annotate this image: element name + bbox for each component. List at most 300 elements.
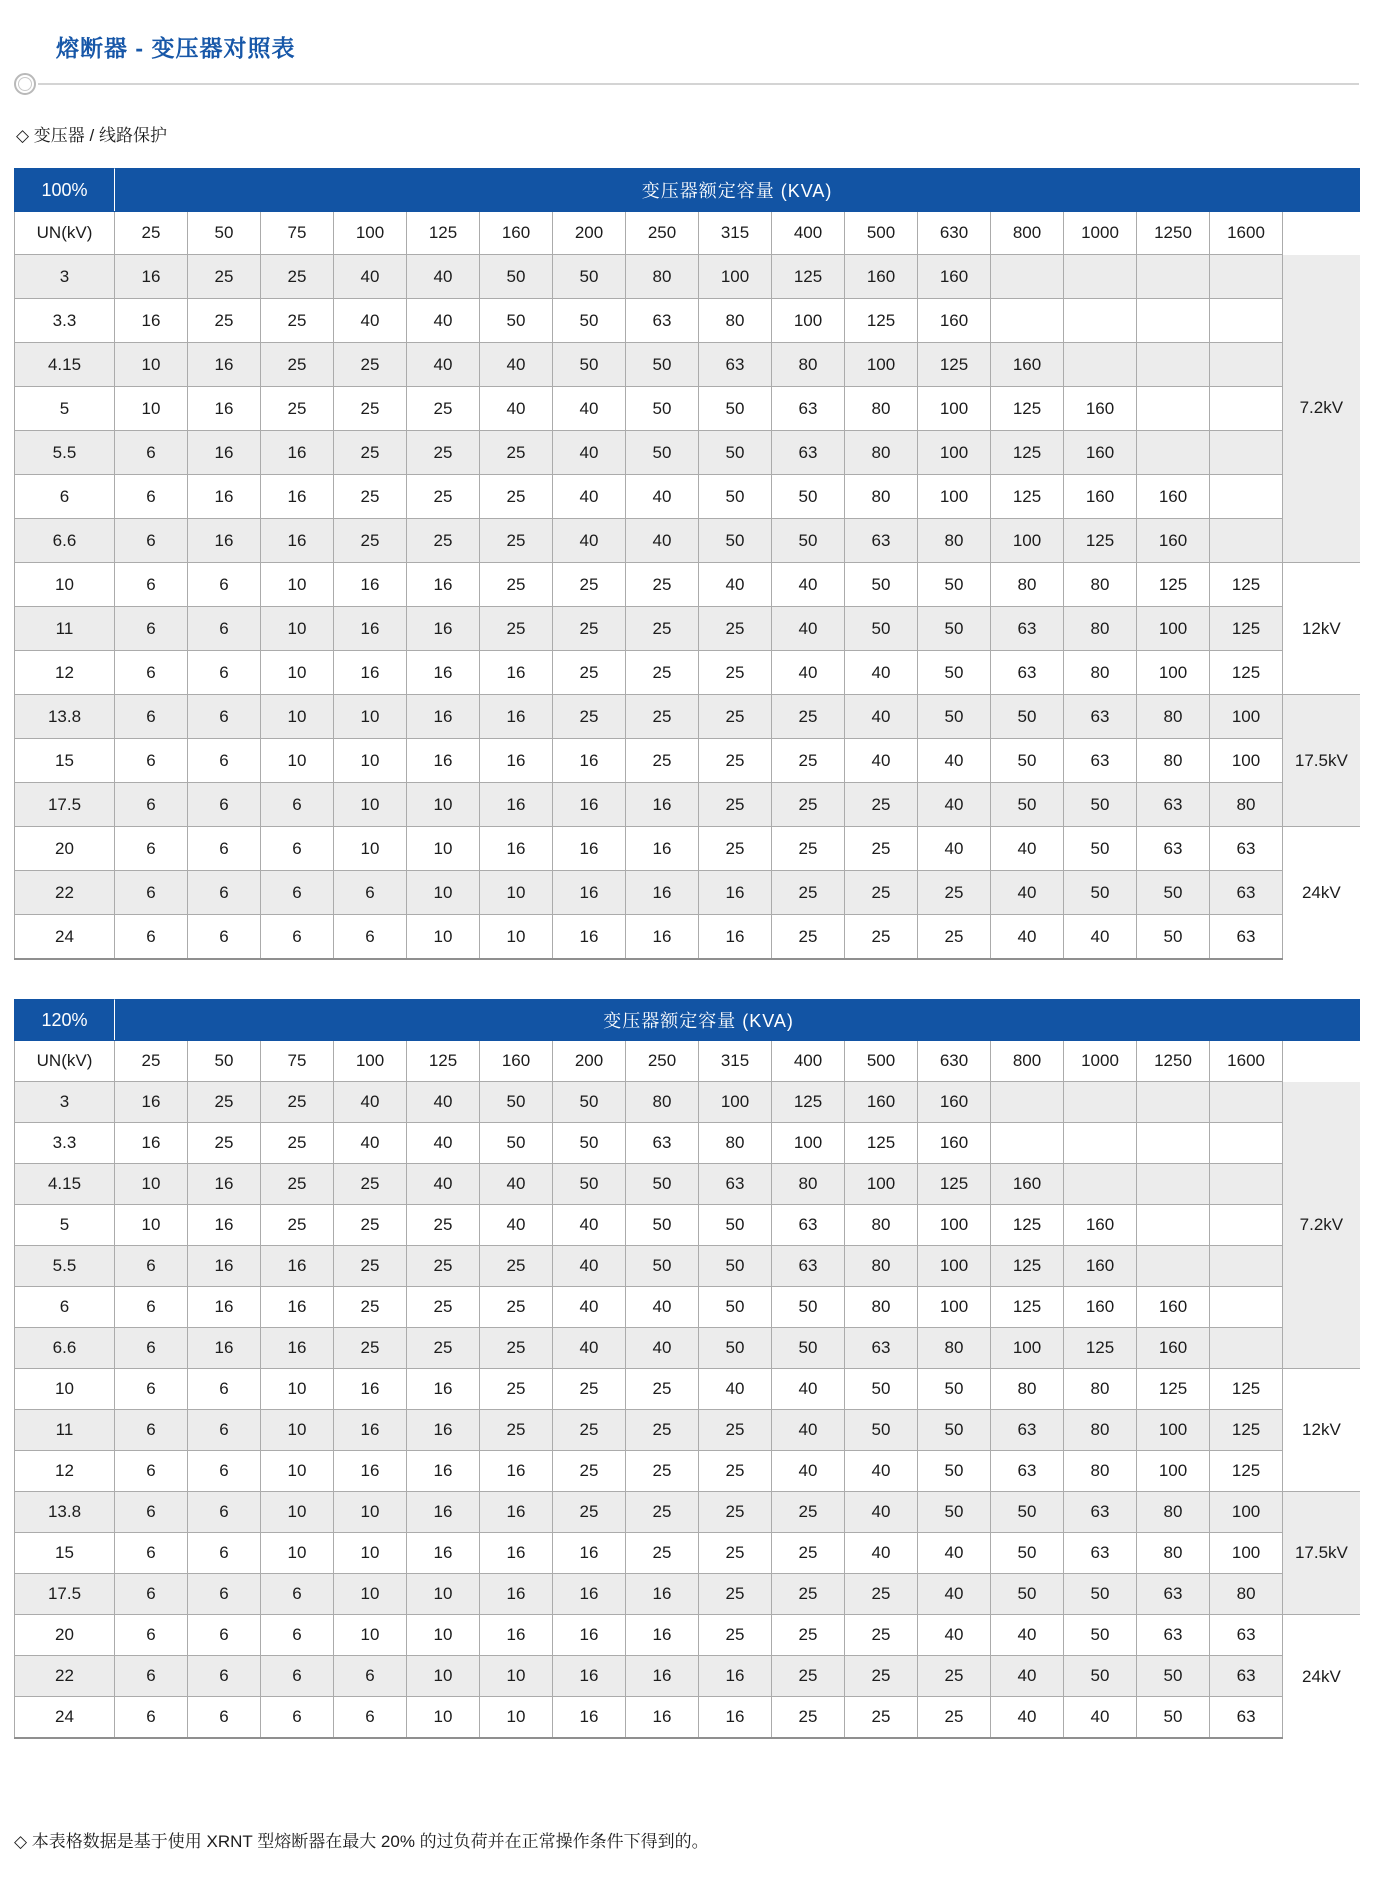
fuse-rating-value: 10: [261, 1533, 334, 1574]
fuse-rating-value: 6: [115, 607, 188, 651]
fuse-rating-value: 100: [1210, 1533, 1283, 1574]
fuse-rating-value: 10: [407, 915, 480, 960]
fuse-rating-value: 80: [626, 1082, 699, 1123]
fuse-rating-value: 63: [991, 1451, 1064, 1492]
fuse-rating-value: 25: [261, 387, 334, 431]
fuse-rating-value: 10: [115, 387, 188, 431]
fuse-rating-value: 10: [261, 1410, 334, 1451]
fuse-rating-value: 16: [115, 1123, 188, 1164]
fuse-rating-value: 16: [480, 1615, 553, 1656]
table-row: [15, 1246, 1360, 1287]
capacity-column-header: 800: [991, 1041, 1064, 1082]
fuse-rating-value: 125: [991, 475, 1064, 519]
capacity-column-header: 160: [480, 1041, 553, 1082]
fuse-rating-value: 6: [261, 871, 334, 915]
fuse-rating-value: 6: [261, 1615, 334, 1656]
fuse-rating-value: 160: [918, 1082, 991, 1123]
fuse-transformer-table-120%: [14, 999, 1360, 1739]
table-row: [15, 1492, 1360, 1533]
fuse-rating-value: 40: [553, 1328, 626, 1369]
table-row: [15, 475, 1360, 519]
un-kv-header: UN(kV): [15, 212, 115, 255]
fuse-rating-value: 125: [1137, 563, 1210, 607]
capacity-column-header: 315: [699, 1041, 772, 1082]
fuse-rating-value: 80: [845, 1287, 918, 1328]
fuse-rating-value: 25: [845, 871, 918, 915]
fuse-rating-value: 100: [699, 1082, 772, 1123]
fuse-rating-value: 25: [261, 1082, 334, 1123]
fuse-rating-value: 25: [845, 915, 918, 960]
fuse-rating-value: 40: [772, 607, 845, 651]
fuse-rating-value: 50: [553, 1164, 626, 1205]
fuse-rating-value: 25: [772, 783, 845, 827]
fuse-rating-value: 10: [407, 827, 480, 871]
fuse-rating-value: 63: [699, 343, 772, 387]
fuse-rating-value: 40: [991, 1615, 1064, 1656]
fuse-rating-value: 40: [480, 387, 553, 431]
fuse-rating-value: 63: [1210, 827, 1283, 871]
fuse-rating-value: 6: [115, 1369, 188, 1410]
voltage-group-label: 24kV: [1283, 827, 1360, 960]
fuse-rating-value: 50: [918, 563, 991, 607]
fuse-rating-value: 25: [261, 299, 334, 343]
un-kv-value: 15: [15, 739, 115, 783]
fuse-rating-empty: [1210, 1246, 1283, 1287]
fuse-rating-value: 160: [1137, 475, 1210, 519]
fuse-rating-value: 25: [699, 1615, 772, 1656]
fuse-rating-value: 125: [1210, 607, 1283, 651]
fuse-rating-value: 16: [480, 1574, 553, 1615]
fuse-rating-value: 25: [626, 563, 699, 607]
fuse-rating-value: 10: [261, 651, 334, 695]
fuse-rating-value: 25: [261, 1123, 334, 1164]
fuse-rating-value: 125: [918, 1164, 991, 1205]
fuse-rating-value: 10: [334, 827, 407, 871]
fuse-rating-value: 16: [188, 387, 261, 431]
fuse-rating-value: 63: [991, 1410, 1064, 1451]
fuse-rating-value: 160: [1064, 1246, 1137, 1287]
fuse-rating-value: 25: [188, 299, 261, 343]
fuse-rating-value: 10: [480, 1656, 553, 1697]
fuse-rating-value: 25: [480, 1287, 553, 1328]
fuse-rating-value: 50: [1064, 871, 1137, 915]
tables-container: [14, 168, 1359, 1739]
fuse-rating-value: 80: [845, 1205, 918, 1246]
fuse-rating-value: 25: [772, 915, 845, 960]
fuse-rating-value: 16: [626, 1574, 699, 1615]
fuse-rating-value: 16: [188, 1164, 261, 1205]
fuse-rating-value: 63: [772, 1246, 845, 1287]
fuse-rating-value: 50: [918, 1410, 991, 1451]
fuse-rating-value: 10: [334, 695, 407, 739]
fuse-rating-value: 25: [334, 519, 407, 563]
fuse-rating-value: 40: [553, 1246, 626, 1287]
fuse-rating-value: 25: [918, 1697, 991, 1739]
title-underline: [38, 83, 1359, 85]
fuse-rating-value: 6: [334, 1697, 407, 1739]
fuse-rating-value: 25: [334, 1287, 407, 1328]
fuse-rating-value: 16: [480, 783, 553, 827]
table-row: [15, 871, 1360, 915]
fuse-rating-value: 16: [115, 255, 188, 299]
un-kv-value: 20: [15, 827, 115, 871]
fuse-rating-value: 10: [334, 1615, 407, 1656]
fuse-rating-empty: [1137, 1205, 1210, 1246]
fuse-rating-value: 40: [407, 343, 480, 387]
fuse-rating-value: 160: [1137, 519, 1210, 563]
fuse-rating-value: 100: [918, 1246, 991, 1287]
fuse-rating-value: 10: [334, 783, 407, 827]
table-row: [15, 1123, 1360, 1164]
fuse-rating-value: 16: [480, 1451, 553, 1492]
fuse-rating-value: 160: [1064, 1205, 1137, 1246]
fuse-rating-value: 50: [699, 475, 772, 519]
fuse-rating-value: 25: [626, 607, 699, 651]
fuse-rating-value: 80: [845, 475, 918, 519]
fuse-rating-value: 25: [845, 783, 918, 827]
fuse-rating-value: 25: [480, 1410, 553, 1451]
fuse-rating-empty: [1137, 1082, 1210, 1123]
fuse-rating-value: 50: [1137, 871, 1210, 915]
fuse-rating-value: 63: [991, 607, 1064, 651]
fuse-rating-value: 125: [918, 343, 991, 387]
capacity-column-header: 200: [553, 1041, 626, 1082]
fuse-rating-value: 40: [772, 1451, 845, 1492]
fuse-rating-value: 25: [407, 1287, 480, 1328]
fuse-rating-value: 25: [334, 1205, 407, 1246]
fuse-rating-value: 10: [115, 343, 188, 387]
fuse-rating-value: 25: [407, 431, 480, 475]
fuse-rating-value: 16: [261, 1328, 334, 1369]
fuse-rating-value: 10: [261, 1451, 334, 1492]
fuse-rating-value: 80: [1064, 563, 1137, 607]
fuse-rating-value: 40: [626, 1287, 699, 1328]
fuse-rating-value: 25: [626, 695, 699, 739]
fuse-rating-value: 160: [1064, 431, 1137, 475]
fuse-rating-value: 16: [407, 1533, 480, 1574]
fuse-rating-value: 50: [699, 519, 772, 563]
fuse-rating-value: 25: [407, 519, 480, 563]
fuse-rating-value: 63: [1137, 1615, 1210, 1656]
fuse-rating-value: 6: [334, 1656, 407, 1697]
fuse-rating-value: 25: [334, 1246, 407, 1287]
fuse-rating-value: 40: [1064, 1697, 1137, 1739]
fuse-rating-value: 50: [480, 299, 553, 343]
fuse-rating-empty: [1064, 1082, 1137, 1123]
fuse-rating-value: 160: [1137, 1328, 1210, 1369]
fuse-rating-value: 25: [845, 1656, 918, 1697]
fuse-rating-value: 16: [553, 827, 626, 871]
fuse-rating-value: 25: [699, 1533, 772, 1574]
fuse-rating-value: 6: [115, 1287, 188, 1328]
fuse-rating-value: 6: [115, 1492, 188, 1533]
fuse-rating-value: 16: [480, 739, 553, 783]
fuse-rating-value: 25: [772, 1697, 845, 1739]
fuse-rating-value: 125: [991, 1287, 1064, 1328]
fuse-rating-value: 6: [115, 1451, 188, 1492]
fuse-rating-value: 16: [334, 563, 407, 607]
fuse-rating-value: 63: [1064, 695, 1137, 739]
fuse-rating-value: 16: [188, 1205, 261, 1246]
un-kv-value: 3.3: [15, 1123, 115, 1164]
fuse-rating-value: 50: [1137, 915, 1210, 960]
fuse-rating-value: 80: [845, 387, 918, 431]
capacity-column-header: 200: [553, 212, 626, 255]
fuse-rating-value: 10: [480, 871, 553, 915]
fuse-rating-empty: [1210, 1082, 1283, 1123]
fuse-rating-value: 40: [845, 695, 918, 739]
fuse-rating-value: 80: [1137, 695, 1210, 739]
fuse-rating-value: 50: [845, 1410, 918, 1451]
fuse-rating-value: 6: [115, 1533, 188, 1574]
fuse-rating-value: 100: [772, 1123, 845, 1164]
fuse-rating-value: 63: [845, 1328, 918, 1369]
fuse-rating-value: 100: [991, 519, 1064, 563]
fuse-rating-value: 80: [772, 343, 845, 387]
fuse-rating-value: 40: [991, 1697, 1064, 1739]
fuse-rating-value: 6: [115, 651, 188, 695]
fuse-rating-value: 100: [918, 475, 991, 519]
fuse-rating-value: 16: [480, 1533, 553, 1574]
fuse-rating-value: 40: [772, 563, 845, 607]
fuse-rating-value: 100: [845, 343, 918, 387]
fuse-rating-value: 6: [188, 1410, 261, 1451]
fuse-rating-value: 16: [553, 1574, 626, 1615]
fuse-rating-value: 6: [115, 915, 188, 960]
un-kv-value: 17.5: [15, 783, 115, 827]
fuse-rating-value: 25: [699, 1410, 772, 1451]
fuse-rating-value: 25: [699, 739, 772, 783]
table-row: [15, 563, 1360, 607]
fuse-rating-value: 80: [772, 1164, 845, 1205]
fuse-rating-value: 100: [772, 299, 845, 343]
fuse-rating-value: 50: [626, 1205, 699, 1246]
fuse-rating-value: 25: [772, 1533, 845, 1574]
un-kv-value: 3: [15, 1082, 115, 1123]
fuse-rating-value: 160: [1064, 1287, 1137, 1328]
fuse-rating-value: 160: [918, 299, 991, 343]
fuse-rating-value: 40: [407, 1164, 480, 1205]
fuse-rating-value: 63: [1064, 1492, 1137, 1533]
fuse-rating-value: 50: [1064, 1615, 1137, 1656]
fuse-rating-value: 16: [115, 299, 188, 343]
fuse-rating-value: 125: [1210, 1410, 1283, 1451]
fuse-rating-value: 63: [1137, 1574, 1210, 1615]
fuse-rating-value: 25: [407, 1246, 480, 1287]
fuse-rating-value: 40: [918, 783, 991, 827]
fuse-rating-value: 40: [845, 651, 918, 695]
fuse-transformer-table-100%: [14, 168, 1360, 960]
fuse-rating-value: 16: [553, 915, 626, 960]
un-kv-value: 13.8: [15, 695, 115, 739]
un-kv-value: 6.6: [15, 1328, 115, 1369]
fuse-rating-value: 100: [1210, 1492, 1283, 1533]
fuse-rating-value: 10: [334, 1533, 407, 1574]
fuse-rating-value: 50: [699, 1205, 772, 1246]
fuse-rating-value: 25: [772, 695, 845, 739]
fuse-rating-value: 50: [1137, 1697, 1210, 1739]
fuse-rating-value: 16: [261, 1246, 334, 1287]
fuse-rating-value: 25: [480, 563, 553, 607]
un-kv-value: 5: [15, 387, 115, 431]
fuse-rating-value: 100: [1137, 607, 1210, 651]
fuse-rating-value: 25: [480, 1246, 553, 1287]
fuse-rating-value: 6: [188, 1574, 261, 1615]
fuse-rating-value: 25: [772, 1615, 845, 1656]
fuse-rating-value: 50: [991, 695, 1064, 739]
fuse-rating-value: 125: [991, 387, 1064, 431]
fuse-rating-value: 80: [1137, 1533, 1210, 1574]
capacity-column-header: 250: [626, 212, 699, 255]
fuse-rating-value: 40: [699, 563, 772, 607]
table-row: [15, 343, 1360, 387]
capacity-column-header: 100: [334, 212, 407, 255]
fuse-rating-empty: [1137, 387, 1210, 431]
fuse-rating-empty: [1137, 1123, 1210, 1164]
fuse-rating-value: 25: [845, 1615, 918, 1656]
table-row: [15, 1697, 1360, 1739]
fuse-rating-value: 6: [188, 651, 261, 695]
fuse-rating-value: 160: [991, 343, 1064, 387]
fuse-rating-value: 40: [918, 1533, 991, 1574]
fuse-rating-value: 25: [626, 1533, 699, 1574]
capacity-column-header: 1600: [1210, 1041, 1283, 1082]
fuse-rating-value: 16: [334, 651, 407, 695]
band-spacer: [1283, 1000, 1360, 1041]
fuse-rating-value: 63: [1137, 783, 1210, 827]
fuse-rating-value: 25: [334, 387, 407, 431]
fuse-rating-empty: [1210, 519, 1283, 563]
fuse-rating-value: 63: [1210, 915, 1283, 960]
fuse-rating-value: 25: [480, 1369, 553, 1410]
fuse-rating-empty: [1210, 1287, 1283, 1328]
fuse-rating-value: 50: [845, 607, 918, 651]
voltage-group-label: 17.5kV: [1283, 695, 1360, 827]
fuse-rating-value: 10: [407, 1574, 480, 1615]
fuse-rating-value: 40: [480, 343, 553, 387]
fuse-rating-value: 125: [1210, 1369, 1283, 1410]
fuse-rating-empty: [1210, 1123, 1283, 1164]
table-row: [15, 827, 1360, 871]
fuse-rating-value: 40: [407, 1082, 480, 1123]
fuse-rating-value: 125: [845, 299, 918, 343]
fuse-rating-value: 25: [261, 255, 334, 299]
fuse-rating-empty: [1210, 1205, 1283, 1246]
capacity-header: 变压器额定容量 (KVA): [115, 169, 1360, 212]
fuse-rating-value: 16: [626, 1615, 699, 1656]
fuse-rating-value: 40: [845, 739, 918, 783]
fuse-rating-value: 63: [772, 431, 845, 475]
fuse-rating-value: 125: [991, 431, 1064, 475]
group-column-spacer: [1283, 212, 1360, 255]
fuse-rating-value: 16: [626, 783, 699, 827]
fuse-rating-value: 100: [991, 1328, 1064, 1369]
fuse-rating-value: 16: [553, 1656, 626, 1697]
fuse-rating-value: 16: [407, 1410, 480, 1451]
table-row: [15, 1451, 1360, 1492]
un-kv-value: 22: [15, 871, 115, 915]
fuse-rating-value: 10: [334, 739, 407, 783]
fuse-rating-value: 50: [626, 387, 699, 431]
fuse-rating-value: 25: [772, 871, 845, 915]
fuse-rating-value: 16: [261, 475, 334, 519]
fuse-rating-value: 6: [188, 871, 261, 915]
fuse-rating-value: 63: [1210, 1697, 1283, 1739]
fuse-rating-value: 25: [699, 1492, 772, 1533]
fuse-rating-value: 6: [261, 783, 334, 827]
fuse-rating-value: 16: [261, 519, 334, 563]
fuse-rating-value: 100: [918, 1205, 991, 1246]
fuse-rating-value: 6: [261, 827, 334, 871]
fuse-rating-value: 100: [918, 431, 991, 475]
fuse-rating-value: 40: [991, 827, 1064, 871]
fuse-rating-value: 50: [1064, 1574, 1137, 1615]
load-percent-label: 100%: [15, 169, 115, 212]
fuse-rating-value: 25: [626, 739, 699, 783]
fuse-rating-value: 25: [553, 695, 626, 739]
un-kv-value: 12: [15, 651, 115, 695]
capacity-column-header: 25: [115, 1041, 188, 1082]
fuse-rating-value: 25: [334, 431, 407, 475]
fuse-rating-empty: [1210, 1164, 1283, 1205]
un-kv-value: 10: [15, 1369, 115, 1410]
un-kv-value: 3.3: [15, 299, 115, 343]
fuse-rating-value: 25: [699, 695, 772, 739]
fuse-rating-value: 25: [772, 1574, 845, 1615]
fuse-rating-value: 100: [1210, 739, 1283, 783]
fuse-rating-value: 25: [845, 1697, 918, 1739]
fuse-rating-value: 40: [845, 1533, 918, 1574]
fuse-rating-value: 40: [407, 299, 480, 343]
fuse-rating-empty: [1210, 1328, 1283, 1369]
fuse-rating-value: 125: [1064, 1328, 1137, 1369]
fuse-rating-value: 16: [626, 827, 699, 871]
fuse-rating-value: 6: [115, 475, 188, 519]
fuse-rating-value: 16: [188, 431, 261, 475]
fuse-rating-value: 63: [772, 1205, 845, 1246]
fuse-rating-value: 16: [480, 827, 553, 871]
fuse-rating-value: 16: [407, 695, 480, 739]
fuse-rating-value: 50: [1137, 1656, 1210, 1697]
fuse-rating-value: 25: [407, 1328, 480, 1369]
fuse-rating-value: 25: [553, 1492, 626, 1533]
un-kv-value: 20: [15, 1615, 115, 1656]
fuse-rating-value: 16: [334, 1410, 407, 1451]
fuse-rating-value: 50: [699, 387, 772, 431]
fuse-rating-value: 50: [991, 1492, 1064, 1533]
capacity-column-header: 630: [918, 212, 991, 255]
fuse-rating-value: 10: [407, 1697, 480, 1739]
fuse-rating-value: 25: [772, 1492, 845, 1533]
fuse-rating-value: 80: [1210, 1574, 1283, 1615]
fuse-rating-value: 6: [334, 871, 407, 915]
fuse-rating-value: 16: [334, 1369, 407, 1410]
fuse-rating-value: 40: [553, 1205, 626, 1246]
fuse-rating-value: 50: [772, 1328, 845, 1369]
fuse-rating-value: 40: [626, 475, 699, 519]
capacity-column-header: 125: [407, 1041, 480, 1082]
fuse-rating-value: 40: [553, 1287, 626, 1328]
fuse-rating-value: 63: [991, 651, 1064, 695]
fuse-rating-value: 16: [188, 1287, 261, 1328]
fuse-rating-empty: [1137, 431, 1210, 475]
fuse-rating-value: 100: [845, 1164, 918, 1205]
fuse-rating-value: 16: [188, 1328, 261, 1369]
table-row: [15, 387, 1360, 431]
fuse-rating-value: 6: [115, 1615, 188, 1656]
fuse-rating-value: 160: [918, 1123, 991, 1164]
capacity-column-header: 1000: [1064, 1041, 1137, 1082]
